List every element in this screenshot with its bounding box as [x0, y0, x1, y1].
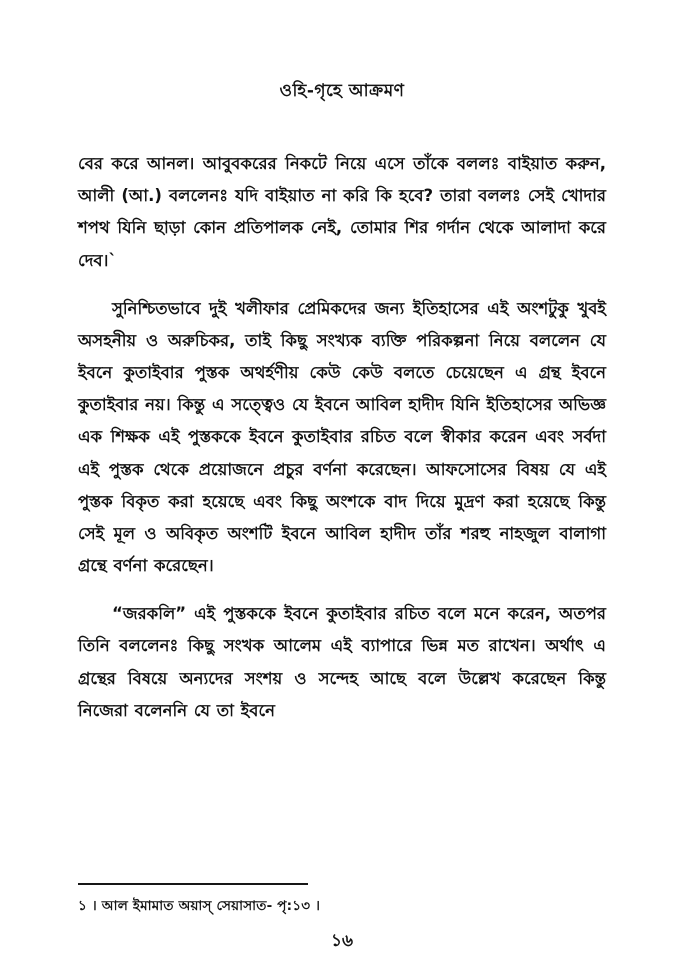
page-body: [78, 148, 606, 727]
paragraph: বের করে আনল। আবুবকরের নিকটে নিয়ে এসে তাঁকে বললঃ বাইয়াত করুন, আলী (আ.) বললেনঃ যদি বাইয়াত না করি কি হবে? তারা বললঃ সেই খোদার শপথ যিনি ছাড়া কোন প্রতিপালক নেই, তোমার শির গর্দান থেকে আলাদা করে দেব।`: [78, 154, 606, 270]
footnote-section: [78, 883, 606, 918]
page-title: ওহি-গৃহে আক্রমণ: [279, 81, 405, 101]
paragraph: সুনিশ্চিতভাবে দুই খলীফার প্রেমিকদের জন্য ইতিহাসের এই অংশটুকু খুবই অসহনীয় ও অরুচিকর, তাই কিছু সংখ্যক ব্যক্তি পরিকল্পনা নিয়ে বললেন যে ইবনে কুতাইবার পুস্তক অথর্হণীয় কেউ কেউ বলতে চেয়েছেন এ গ্রন্থ ইবনে কুতাইবার নয়। কিন্তু এ সত্ত্বেও যে ইবনে আবিল হাদীদ যিনি ইতিহাসের অভিজ্ঞ এক শিক্ষক এই পুস্তককে ইবনে কুতাইবার রচিত বলে স্বীকার করেন এবং সর্বদা এই পুস্তক থেকে প্রয়োজনে প্রচুর বর্ণনা করেছেন। আফসোসের বিষয় যে এই পুস্তক বিকৃত করা হয়েছে এবং কিছু অংশকে বাদ দিয়ে মুদ্রণ করা হয়েছে কিন্তু সেই মূল ও অবিকৃত অংশটি ইবনে আবিল হাদীদ তাঁর শরহু নাহজুল বালাগা গ্রন্থে বর্ণনা করেছেন।: [78, 298, 606, 576]
paragraph: “জরকলি” এই পুস্তককে ইবনে কুতাইবার রচিত বলে মনে করেন, অতপর তিনি বললেনঃ কিছু সংখক আলেম এই ব্যাপারে ভিন্ন মত রাখেন। অর্থাৎ এ গ্রন্থের বিষয়ে অন্যদের সংশয় ও সন্দেহ আছে বলে উল্লেখ করেছেন কিন্তু নিজেরা বলেননি যে তা ইবনে: [78, 604, 606, 720]
page-number: ১৬: [330, 931, 354, 951]
footnote-divider: [78, 883, 308, 885]
footnote-text: ১ । আল ইমামাত অয়াস্ সেয়াসাত- পৃ:১৩ ।: [78, 898, 321, 914]
